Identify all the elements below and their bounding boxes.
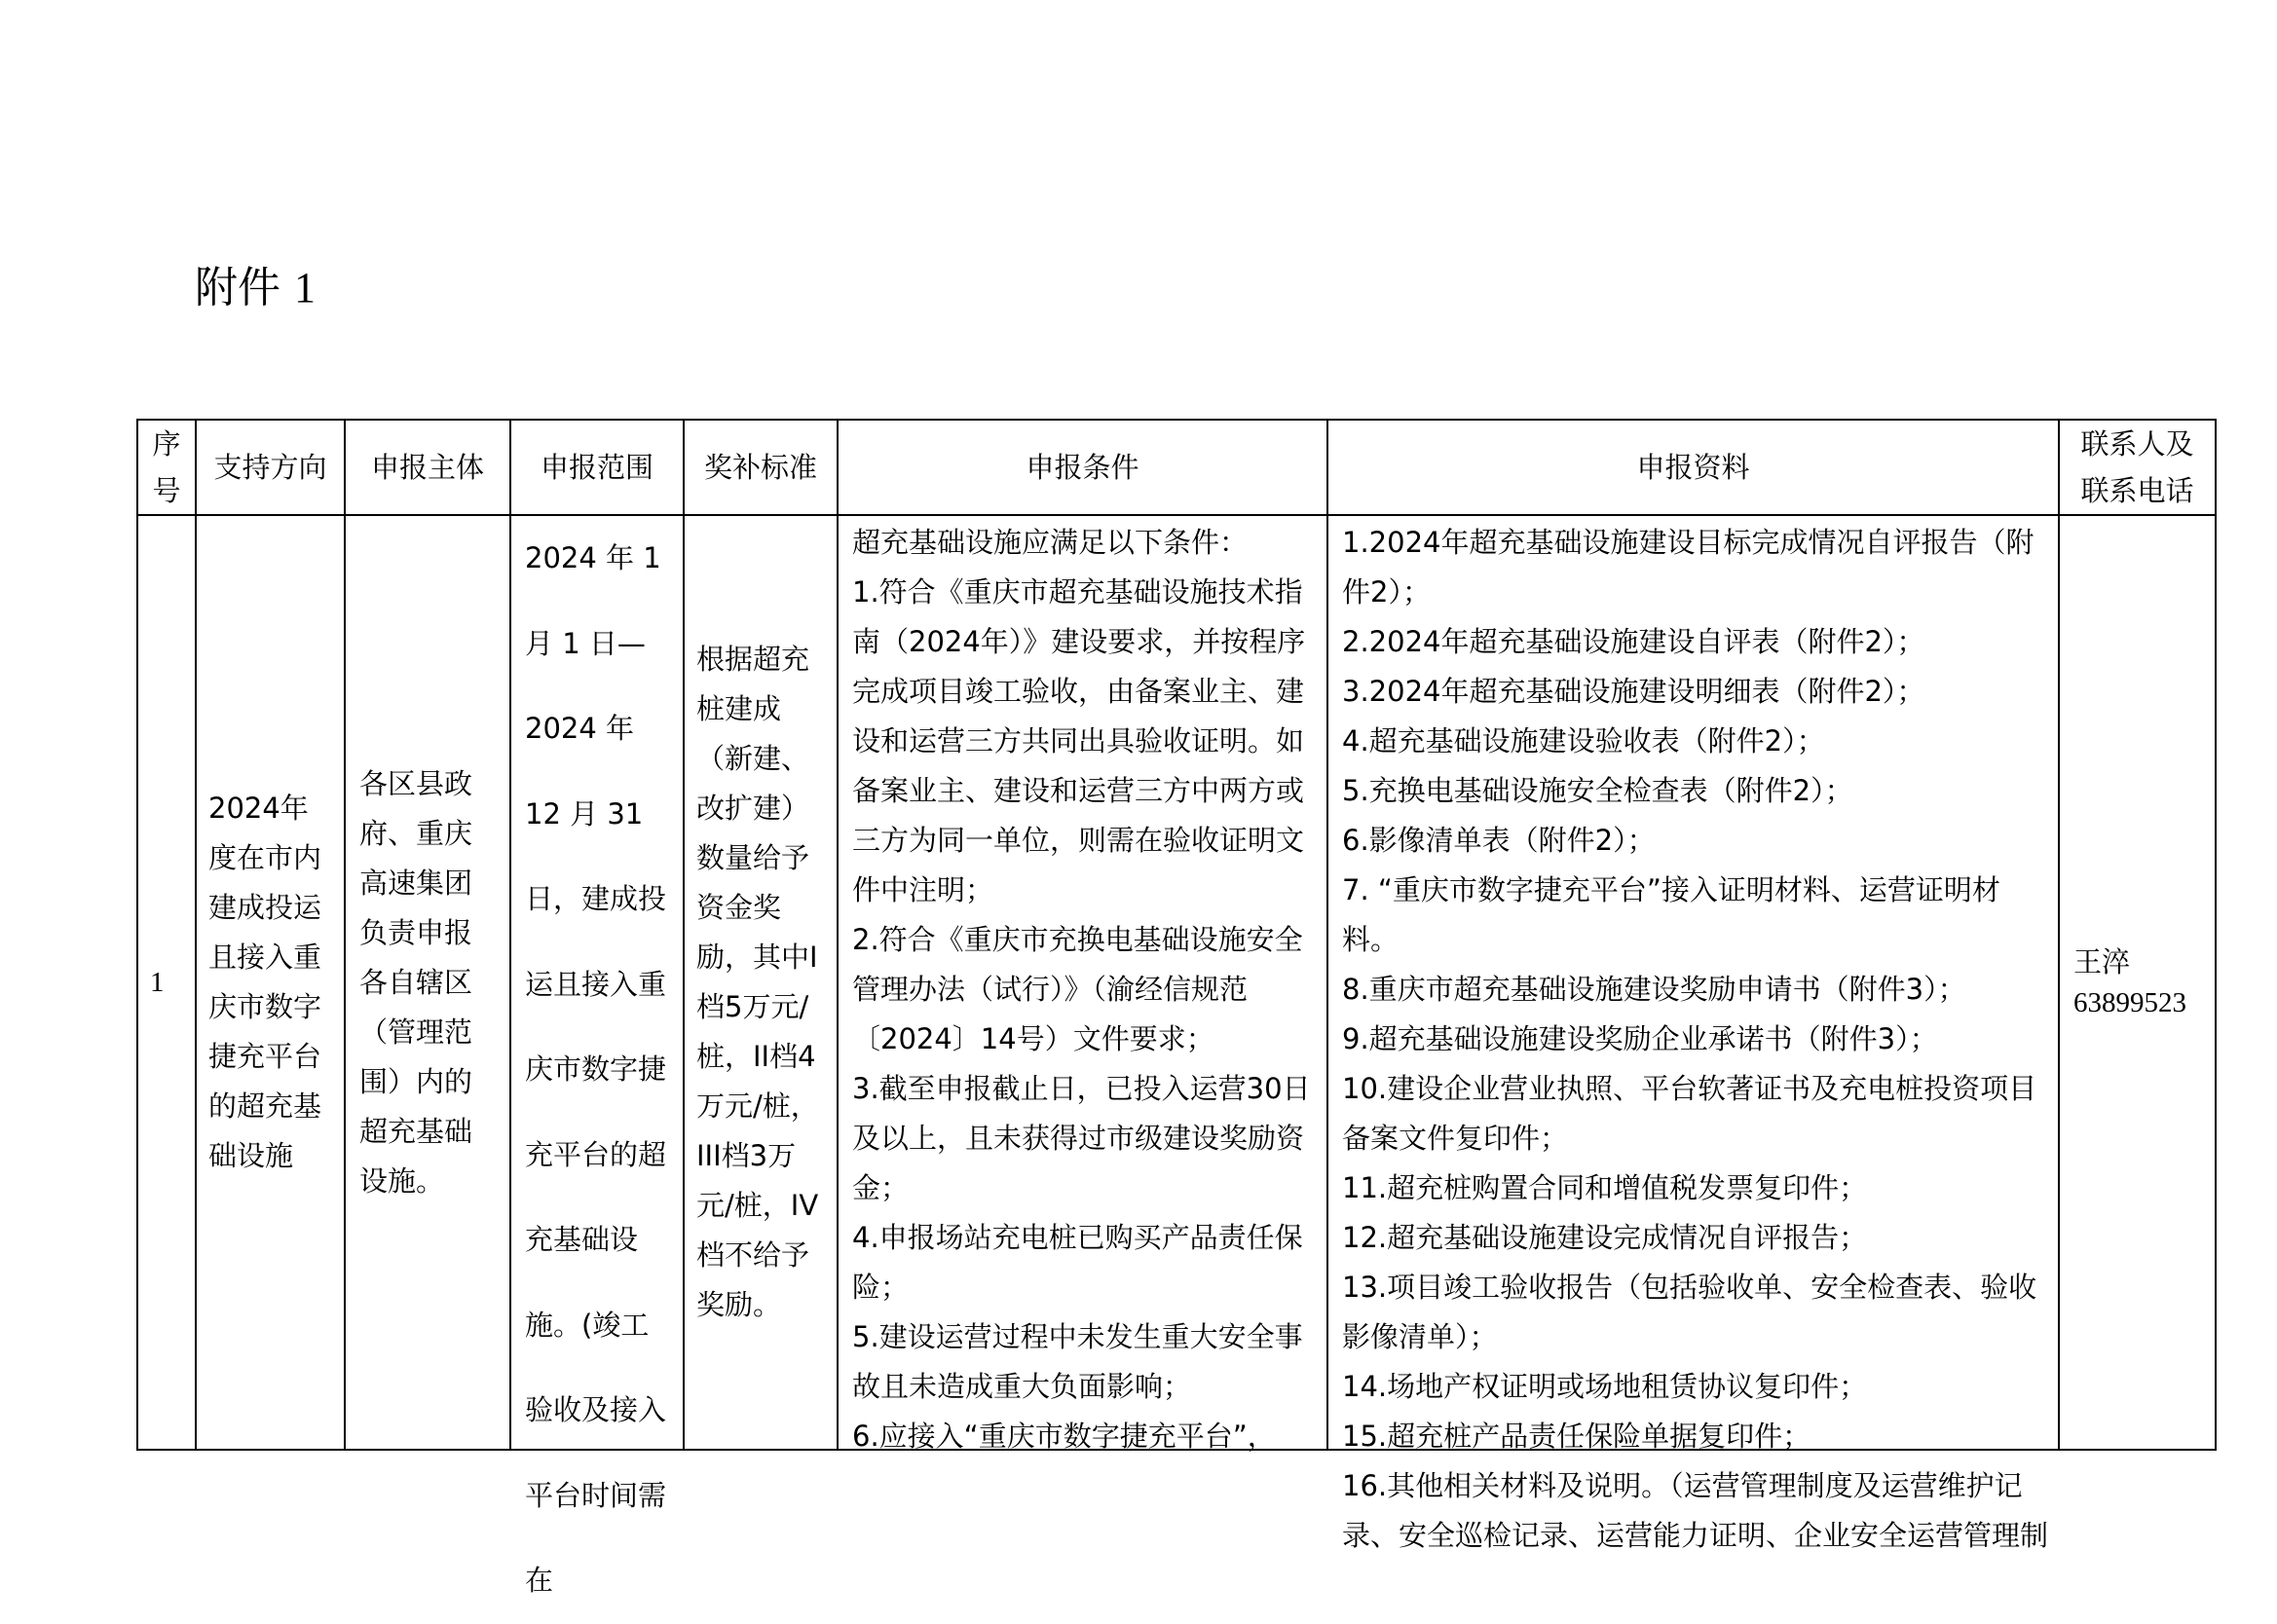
application-table bbox=[136, 419, 2217, 1597]
conditions-list bbox=[839, 516, 1326, 1453]
table-header-row bbox=[137, 420, 2216, 515]
header-index: 序号 bbox=[137, 420, 196, 515]
materials-list bbox=[1328, 516, 2058, 1552]
row-direction: 2024年度在市内建成投运且接入重庆市数字捷充平台的超充基础设施 bbox=[196, 515, 345, 1450]
list-item: 12.超充基础设施建设完成情况自评报告； bbox=[1342, 1221, 1868, 1254]
attachment-heading bbox=[195, 259, 316, 317]
list-item: 10.建设企业营业执照、平台软著证书及充电桩投资项目备案文件复印件； bbox=[1342, 1072, 2037, 1155]
attachment-heading-number: 1 bbox=[294, 264, 316, 312]
header-materials: 申报资料 bbox=[1327, 420, 2059, 515]
list-item: 2.2024年超充基础设施建设自评表（附件2）； bbox=[1342, 625, 1925, 658]
attachment-heading-prefix: 附件 bbox=[195, 263, 280, 313]
list-item: 14.场地产权证明或场地租赁协议复印件； bbox=[1342, 1370, 1868, 1403]
row-applicant: 各区县政府、重庆高速集团负责申报各自辖区（管理范围）内的超充基础设施。 bbox=[345, 515, 510, 1450]
header-scope: 申报范围 bbox=[510, 420, 684, 515]
list-item: 6.影像清单表（附件2）； bbox=[1342, 824, 1656, 857]
list-item: 5.建设运营过程中未发生重大安全事故且未造成重大负面影响； bbox=[852, 1320, 1303, 1403]
list-item: 6.应接入“重庆市数字捷充平台”， bbox=[852, 1420, 1276, 1453]
header-applicant: 申报主体 bbox=[345, 420, 510, 515]
list-item: 4.超充基础设施建设验收表（附件2）； bbox=[1342, 724, 1825, 757]
list-item: 5.充换电基础设施安全检查表（附件2）； bbox=[1342, 774, 1853, 807]
list-item: 3.2024年超充基础设施建设明细表（附件2）； bbox=[1342, 675, 1925, 708]
list-item: 7. “重庆市数字捷充平台”接入证明材料、运营证明材料。 bbox=[1342, 873, 2000, 956]
list-item: 8.重庆市超充基础设施建设奖励申请书（附件3）； bbox=[1342, 973, 1966, 1006]
header-contact: 联系人及联系电话 bbox=[2059, 420, 2216, 515]
list-item: 13.项目竣工验收报告（包括验收单、安全检查表、验收影像清单）； bbox=[1342, 1271, 2037, 1353]
list-item: 1.符合《重庆市超充基础设施技术指南（2024年）》建设要求，并按程序完成项目竣工验收，由备案业主、建设和运营三方共同出具验收证明。如备案业主、建设和运营三方中两方或三方为同一单位，则需在验收证明文件中注明； bbox=[852, 575, 1306, 906]
list-item: 3.截至申报截止日，已投入运营30日及以上，且未获得过市级建设奖励资金； bbox=[852, 1072, 1311, 1204]
list-item: 16.其他相关材料及说明。（运营管理制度及运营维护记录、安全巡检记录、运营能力证明、企业安全运营管理制 bbox=[1342, 1469, 2049, 1552]
list-item: 15.超充桩产品责任保险单据复印件； bbox=[1342, 1420, 1811, 1453]
list-item: 4.申报场站充电桩已购买产品责任保险； bbox=[852, 1221, 1303, 1304]
list-item: 超充基础设施应满足以下条件： bbox=[852, 526, 1249, 559]
row-scope: 2024 年 1 月 1 日—2024 年 12 月 31 日，建成投运且接入重庆市数字捷充平台的超充基础设施。(竣工验收及接入平台时间需在 bbox=[510, 515, 684, 1450]
row-standard: 根据超充桩建成（新建、改扩建）数量给予资金奖励，其中I档5万元/桩，II档4万元/桩，III档3万元/桩，IV档不给予奖励。 bbox=[684, 515, 838, 1450]
list-item: 9.超充基础设施建设奖励企业承诺书（附件3）； bbox=[1342, 1022, 1938, 1055]
header-conditions: 申报条件 bbox=[838, 420, 1327, 515]
list-item: 2.符合《重庆市充换电基础设施安全管理办法（试行）》（渝经信规范〔2024〕14号）文件要求； bbox=[852, 923, 1303, 1055]
row-index: 1 bbox=[137, 515, 196, 1450]
contact-phone: 63899523 bbox=[2073, 987, 2186, 1018]
contact-name: 王淬 bbox=[2073, 945, 2131, 978]
list-item: 1.2024年超充基础设施建设目标完成情况自评报告（附件2）； bbox=[1342, 526, 2034, 609]
row-contact bbox=[2059, 515, 2216, 1450]
header-standard: 奖补标准 bbox=[684, 420, 838, 515]
row-materials bbox=[1327, 515, 2059, 1552]
list-item: 11.超充桩购置合同和增值税发票复印件； bbox=[1342, 1171, 1868, 1204]
row-conditions bbox=[838, 515, 1327, 1453]
table-row bbox=[137, 515, 2216, 1450]
header-direction: 支持方向 bbox=[196, 420, 345, 515]
